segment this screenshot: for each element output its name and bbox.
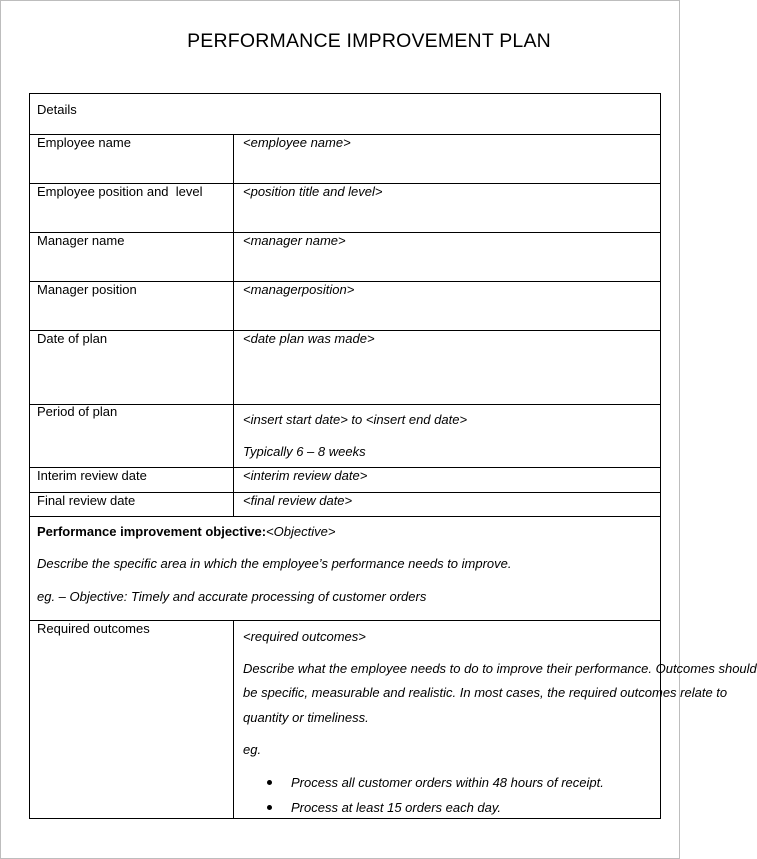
- interim-review-label: Interim review date: [37, 468, 147, 483]
- period-of-plan-label: Period of plan: [37, 404, 118, 419]
- bullet-icon: [267, 780, 272, 785]
- period-of-plan-value: <insert start date> to <insert end date>: [243, 412, 468, 427]
- column-divider: [233, 620, 234, 819]
- period-of-plan-note: Typically 6 – 8 weeks: [243, 444, 366, 459]
- manager-name-value: <manager name>: [243, 233, 346, 248]
- employee-position-label: Employee position and level: [37, 184, 203, 199]
- column-divider: [233, 134, 234, 517]
- date-of-plan-label: Date of plan: [37, 331, 108, 346]
- row-divider: [30, 516, 660, 517]
- details-header: Details: [37, 102, 77, 117]
- outcomes-line: be specific, measurable and realistic. In most cases, the required outcomes relate to: [243, 685, 728, 700]
- outcome-bullet: Process at least 15 orders each day.: [291, 800, 502, 815]
- employee-name-value: <employee name>: [243, 135, 351, 150]
- outcome-bullet: Process all customer orders within 48 hours of receipt.: [291, 775, 604, 790]
- row-divider: [30, 404, 660, 405]
- employee-name-label: Employee name: [37, 135, 131, 150]
- required-outcomes-label: Required outcomes: [37, 621, 150, 636]
- date-of-plan-value: <date plan was made>: [243, 331, 375, 346]
- objective-line: [37, 524, 335, 540]
- bullet-icon: [267, 805, 272, 810]
- plan-table: [29, 93, 757, 819]
- interim-review-value: <interim review date>: [243, 468, 368, 483]
- manager-name-label: Manager name: [37, 233, 125, 248]
- employee-position-value: <position title and level>: [243, 184, 383, 199]
- outcomes-line: quantity or timeliness.: [243, 710, 369, 725]
- manager-position-label: Manager position: [37, 282, 137, 297]
- final-review-value: <final review date>: [243, 493, 353, 508]
- manager-position-value: <managerposition>: [243, 282, 355, 297]
- objective-description: Describe the specific area in which the employee’s performance needs to improve.: [37, 556, 512, 571]
- objective-label: Performance improvement objective:: [37, 524, 267, 539]
- document-title: PERFORMANCE IMPROVEMENT PLAN: [187, 30, 551, 52]
- final-review-label: Final review date: [37, 493, 136, 508]
- outcomes-eg: eg.: [243, 742, 262, 757]
- outcomes-line: Describe what the employee needs to do to improve their performance. Outcomes should: [243, 661, 757, 676]
- objective-placeholder: <Objective>: [266, 524, 336, 539]
- objective-example: eg. – Objective: Timely and accurate processing of customer orders: [37, 589, 427, 604]
- required-outcomes-placeholder: <required outcomes>: [243, 629, 366, 644]
